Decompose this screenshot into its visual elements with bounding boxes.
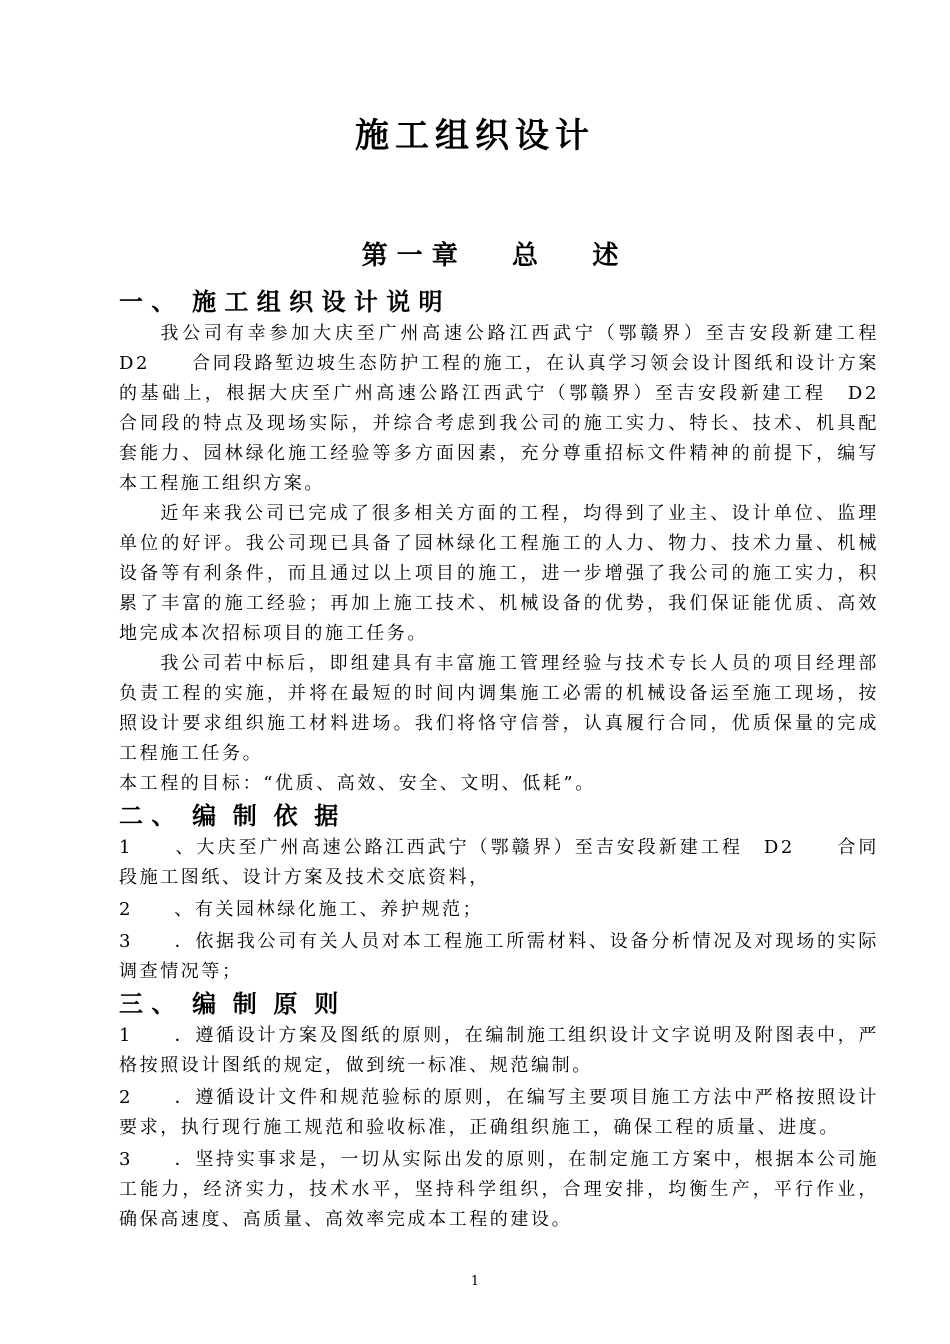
section-heading-1: 一 、 施 工 组 织 设 计 说 明: [119, 288, 443, 316]
section-1-paragraph-1: 我公司有幸参加大庆至广州高速公路江西武宁（鄂赣界）至吉安段新建工程 D2 合同段路堑边坡生态防护工程的施工，在认真学习领会设计图纸和设计方案的基础上，根据大庆至广州高速公路江西武宁（鄂赣界）至吉安段新建工程 D2 合同段的特点及现场实际，并综合考虑到我公司的施工实力、特长、技术、机具配套能力、园林绿化施工经验等多方面因素，充分尊重招标文件精神的前提下，编写本工程施工组织方案。: [119, 323, 921, 494]
page-number: 1: [470, 1274, 480, 1289]
document-title: 施工组织设计: [355, 116, 595, 156]
principle-item-1: 1 ．遵循设计方案及图纸的原则，在编制施工组织设计文字说明及附图表中，严格按照设计图纸的规定，做到统一标准、规范编制。: [119, 1025, 879, 1076]
principle-item-2: 2 ．遵循设计文件和规范验标的原则，在编写主要项目施工方法中严格按照设计要求，执行现行施工规范和验收标准，正确组织施工，确保工程的质量、进度。: [119, 1087, 879, 1138]
section-1-paragraph-3: 我公司若中标后，即组建具有丰富施工管理经验与技术专长人员的项目经理部负责工程的实施，并将在最短的时间内调集施工必需的机械设备运至施工现场，按照设计要求组织施工材料进场。我们将恪守信誉，认真履行合同，优质保量的完成工程施工任务。: [119, 653, 879, 764]
chapter-title: 第 一 章 总 述: [361, 241, 619, 271]
document-body: [119, 285, 921, 1235]
principle-item-3: 3 ．坚持实事求是，一切从实际出发的原则，在制定施工方案中，根据本公司施工能力，经济实力，技术水平，坚持科学组织，合理安排，均衡生产，平行作业，确保高速度、高质量、高效率完成本工程的建设。: [119, 1149, 879, 1230]
project-goal: 本工程的目标：“优质、高效、安全、文明、低耗”。: [119, 773, 596, 794]
section-heading-2: 二 、 编 制 依 据: [119, 802, 339, 830]
section-1-paragraph-2: 近年来我公司已完成了很多相关方面的工程，均得到了业主、设计单位、监理单位的好评。我公司现已具备了园林绿化工程施工的人力、物力、技术力量、机械设备等有利条件，而且通过以上项目的施工，进一步增强了我公司的施工实力，积累了丰富的施工经验；再加上施工技术、机械设备的优势，我们保证能优质、高效地完成本次招标项目的施工任务。: [119, 503, 879, 644]
basis-item-3: 3 ．依据我公司有关人员对本工程施工所需材料、设备分析情况及对现场的实际调查情况等；: [119, 931, 879, 982]
basis-item-1: 1 、大庆至广州高速公路江西武宁（鄂赣界）至吉安段新建工程 D2 合同段施工图纸、设计方案及技术交底资料，: [119, 837, 879, 888]
basis-item-2: 2 、有关园林绿化施工、养护规范；: [119, 899, 484, 920]
section-heading-3: 三 、 编 制 原 则: [119, 990, 339, 1018]
